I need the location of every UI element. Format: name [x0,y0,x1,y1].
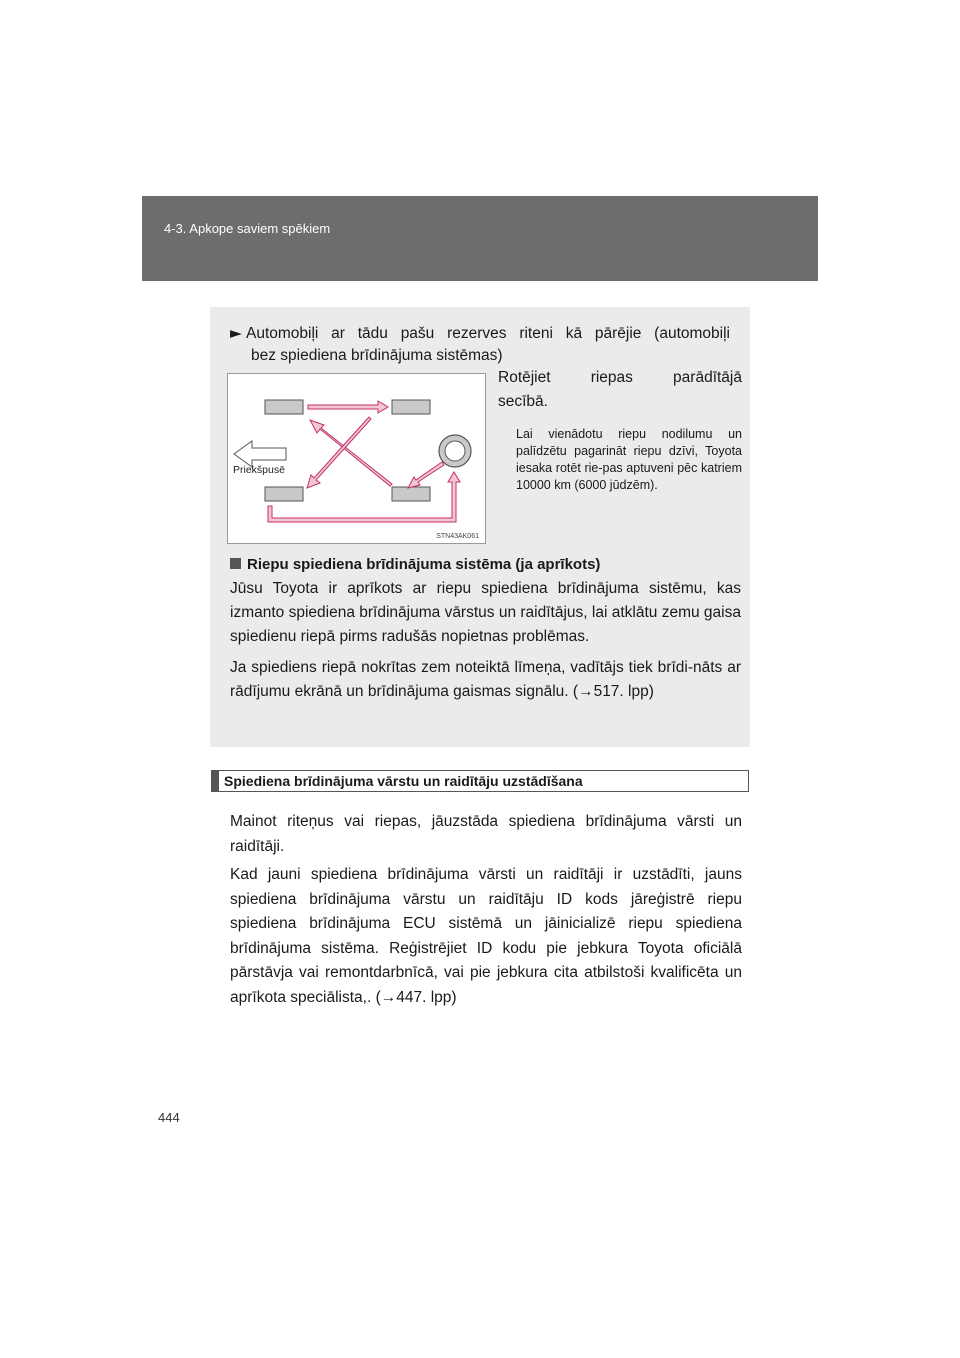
front-right-tire [392,400,430,414]
subheading [230,556,600,573]
tpms-paragraph-2: Ja spiediens riepā nokrītas zem noteiktā līmeņa, vadītājs tiek brīdi-nāts ar rādījumu ekrānā un brīdinājuma gaismas signālu. (→517. lpp) [230,659,741,700]
bullet-text-line2: bez spiediena brīdinājuma sistēmas) [251,347,503,364]
rear-left-tire [265,487,303,501]
spare-tire-hub [445,441,465,461]
bullet-text-line1: Automobiļi ar tādu pašu rezerves riteni kā pārējie (automobiļi [246,325,730,342]
rotation-arrow-diagonal-up [310,420,392,486]
rotation-arrow-spare [408,462,444,488]
section-title: 4-3. Apkope saviem spēkiem [164,221,331,236]
front-left-tire [265,400,303,414]
bullet-item [230,322,730,367]
page-number: 444 [158,1110,180,1125]
rotate-instruction-line1: Rotējiet riepas parādītājā [498,369,742,386]
rotate-instruction [498,366,742,414]
triangle-bullet-icon: ► [230,324,242,342]
header-band [142,196,818,281]
rotation-note: Lai vienādotu riepu nodilumu un palīdzētu pagarināt riepu dzīvi, Toyota iesaka rotēt rie-pas aptuveni pēc katriem 10000 km (6000 jūdzēm). [516,427,742,492]
figure-code: STN43AK061 [436,533,479,540]
front-label: Priekšpusē [233,464,285,476]
rotation-arrow-top [308,401,388,413]
section-heading [211,770,749,792]
body-paragraph-2: Kad jauni spiediena brīdinājuma vārsti un raidītāji ir uzstādīti, jauns spiediena brīdinājuma vārstu un raidītāju ID kods jāreģistrē riepu spiediena brīdinājuma ECU sistēmā un jāinicializē riepu spiediena brīdinājuma sistēma. Reģistrējiet ID kodu pie jebkura Toyota oficiālā pārstāvja vai remontdarbnīcā, vai pie jebkura cita atbilstoši kvalificēta un aprīkota speciālista,. (→447. lpp) [230,866,742,1006]
subheading-text: Riepu spiediena brīdinājuma sistēma (ja aprīkots) [247,556,601,573]
tire-rotation-diagram [227,373,486,544]
rotate-instruction-line2: secībā. [498,393,548,410]
square-bullet-icon [230,558,241,569]
section-heading-text: Spiediena brīdinājuma vārstu un raidītāju uzstādīšana [224,773,583,789]
rear-right-tire [392,487,430,501]
body-paragraph-1: Mainot riteņus vai riepas, jāuzstāda spiediena brīdinājuma vārsti un raidītāji. [230,813,742,855]
rotation-diagram-svg [228,374,487,545]
tpms-paragraph-1: Jūsu Toyota ir aprīkots ar riepu spiediena brīdinājuma sistēmu, kas izmanto spiediena brīdinājuma vārstus un raidītājus, lai atklātu zemu gaisa spiedienu riepā pirms radušās nopietnas problēmas. [230,580,741,645]
